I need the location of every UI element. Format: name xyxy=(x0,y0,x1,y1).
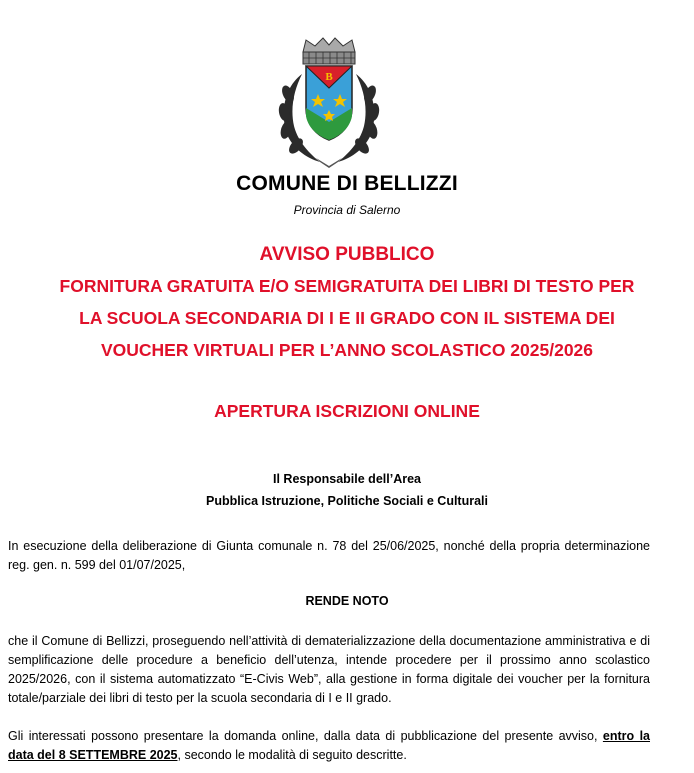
rende-noto-heading: RENDE NOTO xyxy=(305,594,389,608)
shield-icon xyxy=(306,66,352,140)
crown-icon xyxy=(303,38,355,64)
paragraph-deadline xyxy=(8,727,650,765)
responsible-title: Il Responsabile dell’Area xyxy=(273,472,421,486)
notice-title: AVVISO PUBBLICO xyxy=(259,244,435,265)
notice-subtitle-line: VOUCHER VIRTUALI PER L’ANNO SCOLASTICO 2025/2026 xyxy=(100,340,594,360)
svg-text:B: B xyxy=(325,71,333,83)
paragraph-deliberation: In esecuzione della deliberazione di Giunta comunale n. 78 del 25/06/2025, nonché della propria determinazione reg. gen. n. 599 del 01/07/2025, xyxy=(8,539,650,572)
deadline-intro: Gli interessati possono presentare la domanda online, dalla data di pubblicazione del presente avviso, xyxy=(8,729,603,743)
responsible-area: Pubblica Istruzione, Politiche Sociali e Culturali xyxy=(205,494,488,508)
entity-name: COMUNE DI BELLIZZI xyxy=(236,172,458,195)
coat-of-arms-icon xyxy=(268,36,390,168)
notice-subtitle-line: LA SCUOLA SECONDARIA DI I E II GRADO CON IL SISTEMA DEI xyxy=(79,308,615,328)
deadline-outro: , secondo le modalità di seguito descritte. xyxy=(177,748,407,762)
deadline-date: entro la data del 8 SETTEMBRE 2025 xyxy=(8,729,650,762)
notice-subtitle-line: FORNITURA GRATUITA E/O SEMIGRATUITA DEI LIBRI DI TESTO PER xyxy=(59,276,635,296)
notice-heading: APERTURA ISCRIZIONI ONLINE xyxy=(214,401,480,421)
notice-subtitle xyxy=(0,270,694,366)
province-name: Provincia di Salerno xyxy=(293,203,401,217)
paragraph-announcement: che il Comune di Bellizzi, proseguendo nell’attività di dematerializzazione della documentazione amministrativa e di semplificazione delle procedure a beneficio dell’utenza, intende procedere per il prossimo anno scolastico 2025/2026, con il sistema automatizzato “E-Civis Web”, alla gestione in forma digitale dei voucher per la fornitura totale/parziale dei libri di testo per la scuola secondaria di I e II grado. xyxy=(8,634,650,705)
